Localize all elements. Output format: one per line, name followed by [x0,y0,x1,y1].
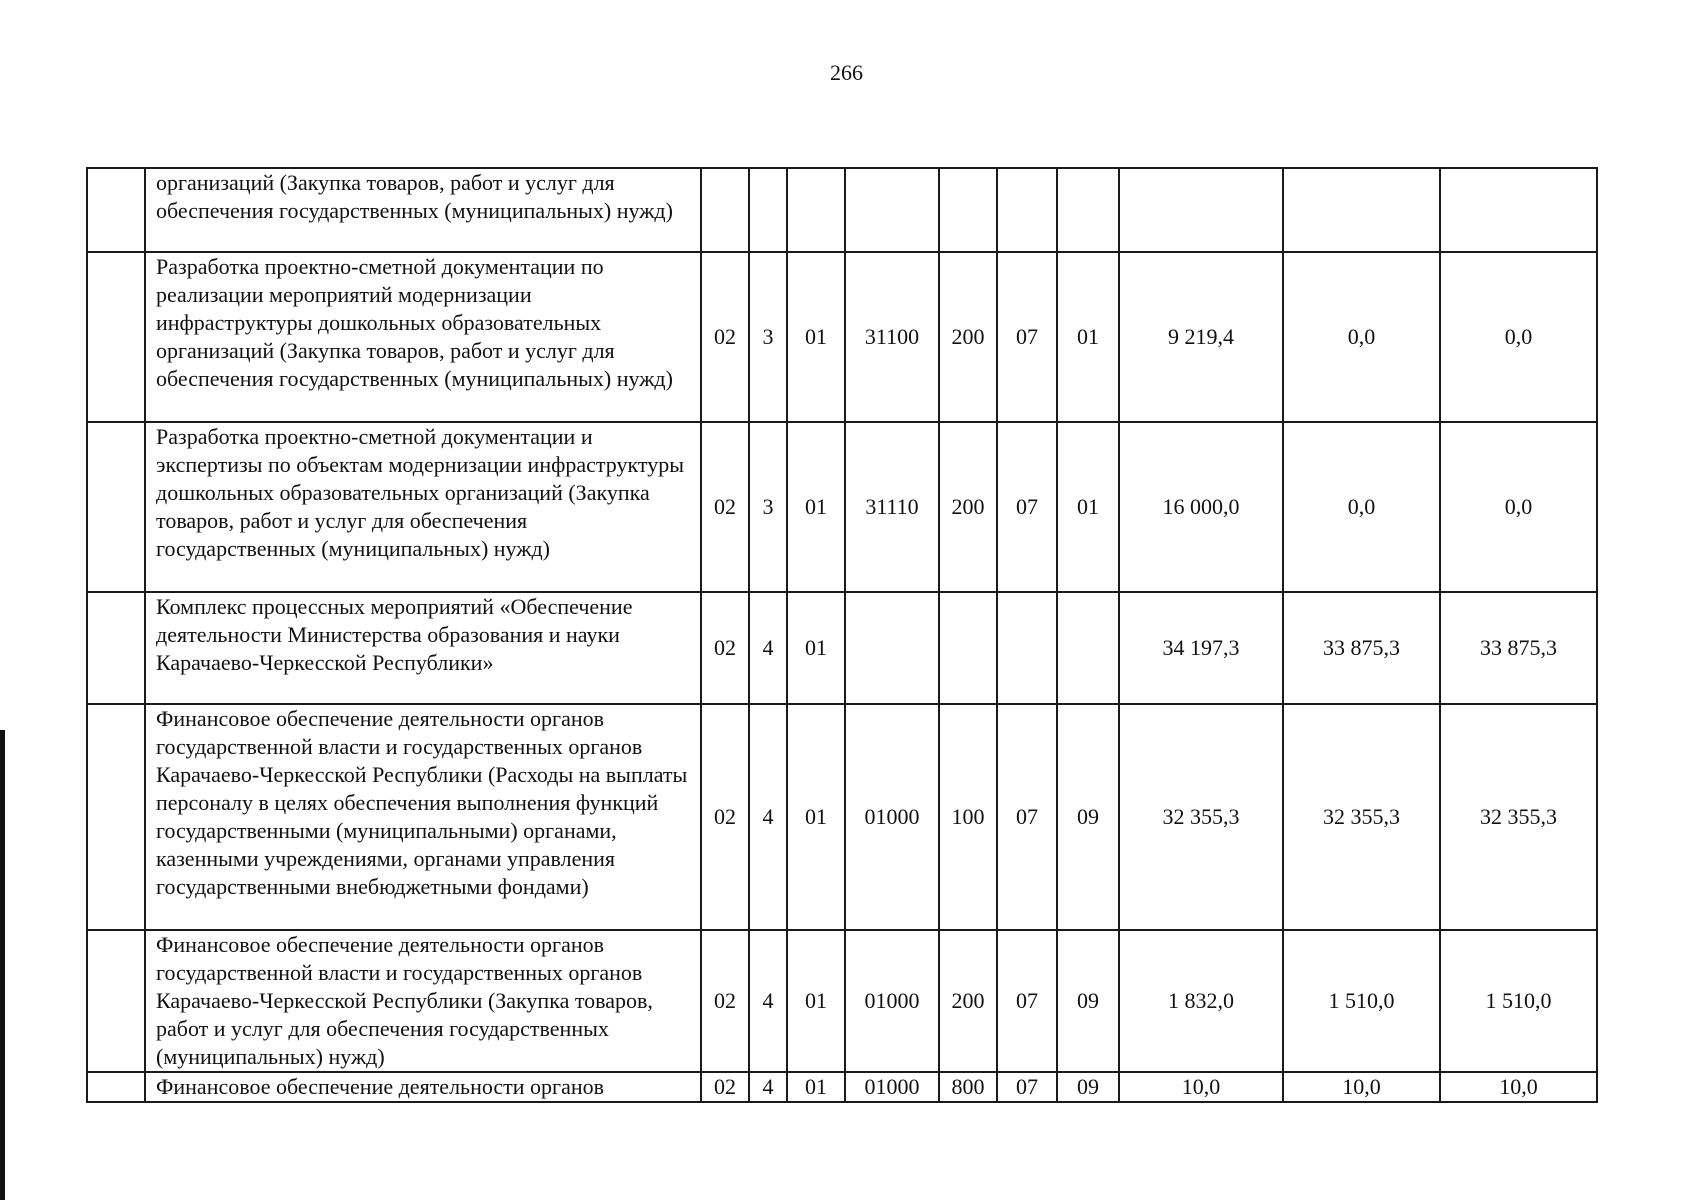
code-program-cell: 02 [701,704,749,930]
amount-year-3-cell: 0,0 [1440,252,1597,422]
scan-edge-mark [0,730,5,1200]
code-program-cell: 02 [701,592,749,704]
code-subprogram-cell: 3 [749,422,787,592]
table-row [87,704,1597,930]
code-direction-cell: 31100 [845,252,939,422]
amount-year-1-cell: 9 219,4 [1119,252,1283,422]
code-subprogram-cell: 3 [749,252,787,422]
table-row [87,1072,1597,1102]
amount-year-2-cell: 0,0 [1283,252,1440,422]
code-section-cell: 07 [997,1072,1057,1102]
amount-year-1-cell [1119,168,1283,252]
page-number: 266 [830,60,863,85]
code-subsection-cell [1057,592,1119,704]
amount-year-2-cell: 32 355,3 [1283,704,1440,930]
amount-year-2-cell [1283,168,1440,252]
code-section-cell [997,592,1057,704]
budget-table [86,167,1598,1103]
amount-year-2-cell: 1 510,0 [1283,930,1440,1072]
amount-year-1-cell: 1 832,0 [1119,930,1283,1072]
amount-year-3-cell: 32 355,3 [1440,704,1597,930]
table-row [87,930,1597,1072]
amount-year-3-cell: 33 875,3 [1440,592,1597,704]
item-name-cell: Разработка проектно-сметной документации по реализации мероприятий модернизации инфраструктуры дошкольных образовательных организаций (Закупка товаров, работ и услуг для обеспечения государственных (муниципальных) нужд) [145,252,701,422]
table-row [87,422,1597,592]
row-index-cell [87,704,145,930]
item-name-cell: Финансовое обеспечение деятельности органов [145,1072,701,1102]
code-program-cell: 02 [701,252,749,422]
row-index-cell [87,930,145,1072]
row-index-cell [87,592,145,704]
code-expense-type-cell [939,592,997,704]
code-subprogram-cell: 4 [749,592,787,704]
code-direction-cell: 31110 [845,422,939,592]
code-subprogram-cell: 4 [749,930,787,1072]
code-program-cell: 02 [701,1072,749,1102]
amount-year-3-cell: 1 510,0 [1440,930,1597,1072]
code-program-cell: 02 [701,422,749,592]
table-row [87,168,1597,252]
row-index-cell [87,422,145,592]
code-section-cell: 07 [997,704,1057,930]
amount-year-2-cell: 0,0 [1283,422,1440,592]
code-structural-cell: 01 [787,704,845,930]
code-direction-cell: 01000 [845,704,939,930]
code-subsection-cell: 09 [1057,1072,1119,1102]
amount-year-1-cell: 32 355,3 [1119,704,1283,930]
code-structural-cell: 01 [787,1072,845,1102]
code-subsection-cell: 01 [1057,252,1119,422]
code-subsection-cell: 09 [1057,704,1119,930]
table-row [87,252,1597,422]
code-subsection-cell: 01 [1057,422,1119,592]
code-direction-cell [845,168,939,252]
item-name-cell: Разработка проектно-сметной документации и экспертизы по объектам модернизации инфраструктуры дошкольных образовательных организаций (Закупка товаров, работ и услуг для обеспечения государственных (муниципальных) нужд) [145,422,701,592]
code-structural-cell [787,168,845,252]
code-expense-type-cell: 200 [939,252,997,422]
amount-year-3-cell: 10,0 [1440,1072,1597,1102]
item-name-cell: Финансовое обеспечение деятельности органов государственной власти и государственных органов Карачаево-Черкесской Республики (Закупка товаров, работ и услуг для обеспечения государственных (муниципальных) нужд) [145,930,701,1072]
code-direction-cell: 01000 [845,1072,939,1102]
code-structural-cell: 01 [787,422,845,592]
code-subprogram-cell: 4 [749,704,787,930]
code-expense-type-cell: 100 [939,704,997,930]
item-name-cell: организаций (Закупка товаров, работ и услуг для обеспечения государственных (муниципальных) нужд) [145,168,701,252]
code-program-cell: 02 [701,930,749,1072]
amount-year-3-cell: 0,0 [1440,422,1597,592]
amount-year-1-cell: 10,0 [1119,1072,1283,1102]
code-direction-cell [845,592,939,704]
code-subsection-cell: 09 [1057,930,1119,1072]
row-index-cell [87,168,145,252]
item-name-cell: Комплекс процессных мероприятий «Обеспечение деятельности Министерства образования и науки Карачаево-Черкесской Республики» [145,592,701,704]
code-subprogram-cell [749,168,787,252]
code-section-cell: 07 [997,422,1057,592]
amount-year-2-cell: 10,0 [1283,1072,1440,1102]
code-direction-cell: 01000 [845,930,939,1072]
code-structural-cell: 01 [787,930,845,1072]
item-name-cell: Финансовое обеспечение деятельности органов государственной власти и государственных органов Карачаево-Черкесской Республики (Расходы на выплаты персоналу в целях обеспечения выполнения функций государственными (муниципальными) органами, казенными учреждениями, органами управления государственными внебюджетными фондами) [145,704,701,930]
code-section-cell: 07 [997,930,1057,1072]
code-expense-type-cell: 200 [939,930,997,1072]
amount-year-3-cell [1440,168,1597,252]
amount-year-1-cell: 34 197,3 [1119,592,1283,704]
code-structural-cell: 01 [787,252,845,422]
code-subprogram-cell: 4 [749,1072,787,1102]
code-section-cell [997,168,1057,252]
code-subsection-cell [1057,168,1119,252]
row-index-cell [87,252,145,422]
code-section-cell: 07 [997,252,1057,422]
code-expense-type-cell: 800 [939,1072,997,1102]
row-index-cell [87,1072,145,1102]
table-row [87,592,1597,704]
amount-year-1-cell: 16 000,0 [1119,422,1283,592]
code-expense-type-cell: 200 [939,422,997,592]
code-structural-cell: 01 [787,592,845,704]
code-program-cell [701,168,749,252]
amount-year-2-cell: 33 875,3 [1283,592,1440,704]
code-expense-type-cell [939,168,997,252]
